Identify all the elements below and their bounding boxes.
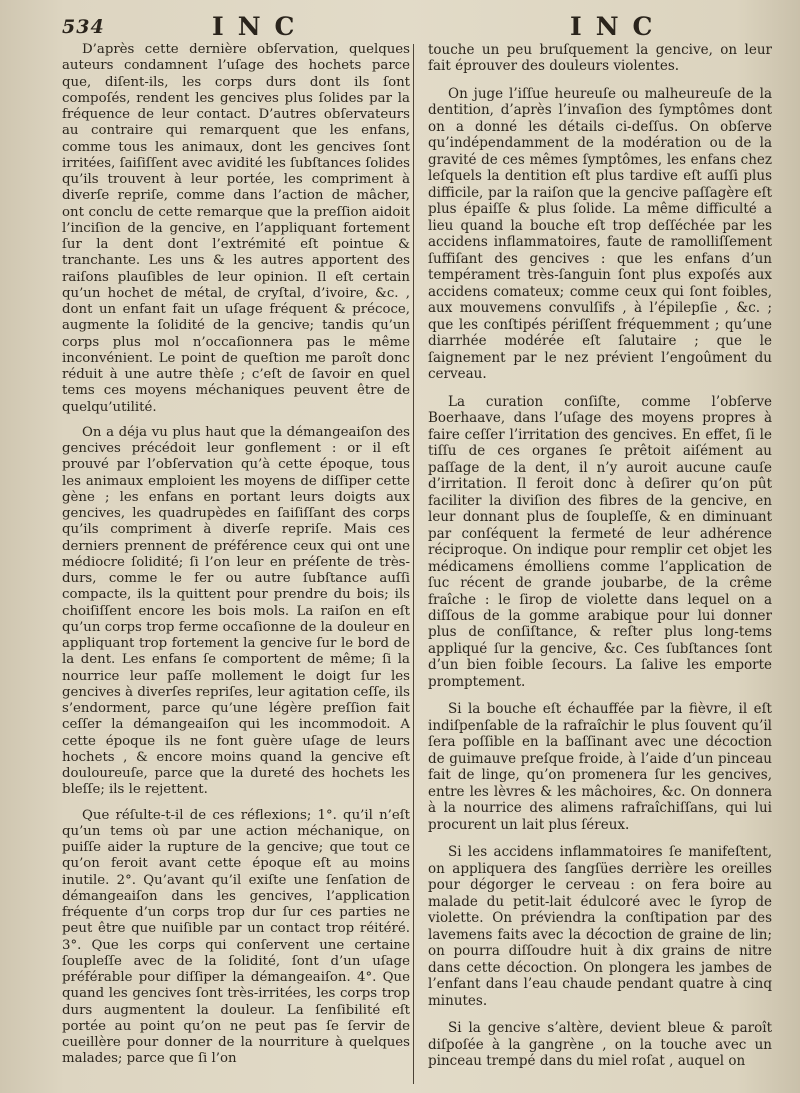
paragraph: On a déja vu plus haut que la démangeaiſon des gencives précédoit leur gonflement : or il eſt prouvé par l’obſervation qu’à cette époque, tous les animaux emploient les moyens de diſſiper cette gène ; les enfans en portant leurs doigts aux gencives, les quadrupèdes en ſaiſiſſant des corps qu’ils compriment à diverſe repriſe. Mais ces derniers prennent de préférence ceux qui ont une médiocre ſolidité; ſi l’on leur en préſente de très-durs, comme le fer ou autre ſubſtance auſſi compacte, ils la quittent pour prendre du bois; ils choiſiſſent encore les bois mols. La raiſon en eſt qu’un corps trop ferme occaſionne de la douleur en appliquant trop fortement la gencive ſur le bord de la dent. Les enfans ſe comportent de même; ſi la nourrice leur paſſe mollement le doigt ſur les gencives à diverſes repriſes, leur agitation ceſſe, ils s’endorment, parce qu’une légère preſſion fait ceſſer la démangeaiſon qui les incommodoit. A cette époque ils ne font guère uſage de leurs hochets , & encore moins quand la gencive eſt douloureuſe, parce que la dureté des hochets les bleſſe; ils le rejettent.	[62, 424, 410, 798]
paragraph: Si les accidens inflammatoires ſe manifeſtent, on appliquera des ſangſües derrière les oreilles pour dégorger le cerveau : on fera boire au malade du petit-lait édulcoré avec le ſyrop de violette. On préviendra la conſtipation par des lavemens faits avec la décoction de graine de lin; on pourra diſſoudre huit à dix grains de nitre dans cette décoction. On plongera les jambes de l’enfant dans l’eau chaude pendant quatre à cinq minutes.	[428, 844, 772, 1009]
paragraph: On juge l’iſſue heureuſe ou malheureuſe de la dentition, d’après l’invaſion des ſymptômes dont on a donné les détails ci-deſſus. On obſerve qu’indépendamment de la modération ou de la gravité de ces mêmes ſymptômes, les enfans chez leſquels la dentition eſt plus tardive eſt auſſi plus difficile, par la raiſon que la gencive paſſagère eſt plus épaiſſe & plus ſolide. La même difficulté a lieu quand la bouche eſt trop deſſéchée par les accidens inflammatoires, faute de ramolliſſement ſuffiſant des gencives : que les enfans d’un tempérament très-ſanguin ſont plus expoſés aux accidens comateux; comme ceux qui ſont foibles, aux mouvemens convulſifs , à l’épilepſie , &c. ; que les conſtipés périſſent fréquemment ; qu’une diarrhée modérée eſt ſalutaire ; que le ſaignement par le nez prévient l’engoûment du cerveau.	[428, 85, 772, 383]
paragraph: D’après cette dernière obſervation, quelques auteurs condamnent l’uſage des hochets parce que, diſent-ils, les corps durs dont ils ſont compoſés, rendent les gencives plus ſolides par la fréquence de leur contact. D’autres obſervateurs au contraire qui remarquent que les enfans, comme tous les animaux, dont les gencives ſont irritées, ſaiſiſſent avec avidité les ſubſtances ſolides qu’ils trouvent à leur portée, les compriment à diverſe repriſe, comme dans l’action de mâcher, ont conclu de cette remarque que la preſſion aidoit l’inciſion de la gencive, en l’appliquant fortement ſur la dent dont l’extrémité eſt pointue & tranchante. Les uns & les autres apportent des raiſons plauſibles de leur opinion. Il eſt certain qu’un hochet de métal, de cryſtal, d’ivoire, &c. , dont un enfant fait un uſage fréquent & précoce, augmente la ſolidité de la gencive; tandis qu’un corps plus mol n’occaſionnera pas le même inconvénient. Le point de queſtion me paroît donc réduit à une autre thèſe ; c’eſt de ſavoir en quel tems ces moyens méchaniques peuvent être de quelqu’utilité.	[62, 42, 410, 415]
running-head-right: INC	[570, 12, 667, 41]
paragraph: Si la bouche eſt échauffée par la fièvre, il eſt indiſpenſable de la rafraîchir le plus ſouvent qu’il ſera poſſible en la baſſinant avec une décoction de guimauve preſque froide, à l’aide d’un pinceau fait de linge, qu’on promenera ſur les gencives, entre les lèvres & les mâchoires, &c. On donnera à la nourrice des alimens rafraîchiſſans, qui lui procurent un lait plus ſéreux.	[428, 701, 772, 833]
paragraph: La curation conſiſte, comme l’obſerve Boerhaave, dans l’uſage des moyens propres à faire ceſſer l’irritation des gencives. En effet, ſi le tiſſu de ces organes ſe prêtoit aiſément au paſſage de la dent, il n’y auroit aucune cauſe d’irritation. Il feroit donc à deſirer qu’on pût faciliter la diviſion des fibres de la gencive, en leur donnant plus de ſoupleſſe, & en diminuant par conſéquent la fermeté de leur adhérence réciproque. On indique pour remplir cet objet les médicamens émolliens comme l’application de ſuc récent de grande joubarbe, de la crême fraîche : le ſirop de violette dans lequel on a diſſous de la gomme arabique pour lui donner plus de conſiſtance, & reſter plus long-tems appliqué ſur la gencive, &c. Ces ſubſtances ſont d’un bien foible ſecours. La ſalive les emporte promptement.	[428, 393, 772, 690]
paragraph-continuation: touche un peu bruſquement la gencive, on leur fait éprouver des douleurs violentes.	[428, 42, 772, 75]
page-number: 534	[62, 16, 105, 38]
right-column	[428, 42, 772, 1070]
left-column	[62, 42, 410, 1068]
running-head-left: INC	[212, 12, 309, 41]
paragraph: Que réſulte-t-il de ces réflexions; 1°. qu’il n’eſt qu’un tems où par une action méchanique, on puiſſe aider la rupture de la gencive; que tout ce qu’on feroit avant cette époque eſt au moins inutile. 2°. Qu’avant qu’il exiſte une ſenſation de démangeaiſon dans les gencives, l’application fréquente d’un corps trop dur ſur ces parties ne peut être que nuiſible par un contact trop réitéré. 3°. Que les corps qui conſervent une certaine ſoupleſſe avec de la ſolidité, ſont d’un uſage préférable pour diſſiper la démangeaiſon. 4°. Que quand les gencives ſont très-irritées, les corps trop durs augmentent la douleur. La ſenſibilité eſt portée au point qu’on ne peut pas ſe ſervir de cueillère pour donner de la nourriture à quelques malades; parce que ſi l’on	[62, 807, 410, 1067]
paragraph: Si la gencive s’altère, devient bleue & paroît diſpoſée à la gangrène , on la touche avec un pinceau trempé dans du miel roſat , auquel on	[428, 1020, 772, 1070]
column-divider	[413, 44, 414, 1084]
page-header	[0, 10, 800, 40]
